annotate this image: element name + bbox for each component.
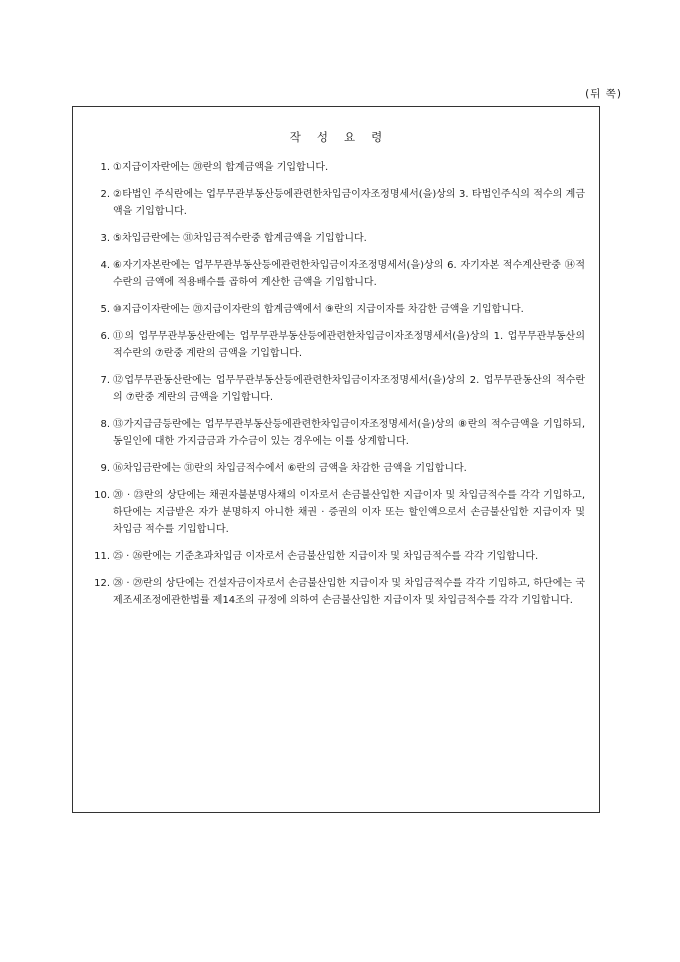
instruction-item: [85, 548, 585, 565]
instruction-item: [85, 257, 585, 291]
instruction-text: ②타법인 주식란에는 업무무관부동산등에관련한차입금이자조정명세서(을)상의 3. 타법인주식의 적수의 계금액을 기입합니다.: [113, 189, 585, 217]
instruction-text: ⑫업무무관동산란에는 업무무관부동산등에관련한차입금이자조정명세서(을)상의 2. 업무무관동산의 적수란의 ⑦란중 계란의 금액을 기입합니다.: [113, 375, 585, 403]
instructions-list: [85, 159, 585, 619]
instruction-number: 6.: [100, 331, 110, 342]
instruction-item: [85, 487, 585, 538]
instruction-item: [85, 372, 585, 406]
instruction-text: ㉘ · ㉙란의 상단에는 건설자금이자로서 손금불산입한 지급이자 및 차입금적수를 각각 기입하고, 하단에는 국제조세조정에관한법률 제14조의 규정에 의하여 손금불산입한 지급이자 및 차입금적수를 각각 기입합니다.: [113, 578, 585, 606]
instruction-number: 5.: [100, 304, 110, 315]
instruction-text: ⑤차입금란에는 ㉛차입금적수란중 합계금액을 기입합니다.: [113, 233, 367, 244]
instruction-text: ①지급이자란에는 ⑳란의 합계금액을 기입합니다.: [113, 162, 329, 173]
instruction-item: [85, 301, 585, 318]
instruction-number: 3.: [100, 233, 110, 244]
instruction-text: ⑯차입금란에는 ㉛란의 차입금적수에서 ⑥란의 금액을 차감한 금액을 기입합니다.: [113, 463, 467, 474]
instruction-number: 7.: [100, 375, 110, 386]
instruction-item: [85, 186, 585, 220]
instruction-item: [85, 328, 585, 362]
instruction-number: 12.: [94, 578, 110, 589]
instruction-text: ⑩지급이자란에는 ⑳지급이자란의 합계금액에서 ⑨란의 지급이자를 차감한 금액을 기입합니다.: [113, 304, 524, 315]
instruction-item: [85, 159, 585, 176]
instruction-text: ⑪의 업무무관부동산란에는 업무무관부동산등에관련한차입금이자조정명세서(을)상의 1. 업무무관부동산의 적수란의 ⑦란중 계란의 금액을 기입합니다.: [113, 331, 585, 359]
instruction-number: 9.: [100, 463, 110, 474]
instruction-text: ⑥자기자본란에는 업무무관부동산등에관련한차입금이자조정명세서(을)상의 6. 자기자본 적수계산란중 ⑭적수란의 금액에 적용배수를 곱하여 계산한 금액을 기입합니다.: [113, 260, 585, 288]
instruction-item: [85, 416, 585, 450]
instruction-item: [85, 575, 585, 609]
instruction-number: 11.: [94, 551, 110, 562]
instruction-text: ⑳ · ㉓란의 상단에는 채권자불분명사채의 이자로서 손금불산입한 지급이자 및 차입금적수를 각각 기입하고, 하단에는 지급받은 자가 분명하지 아니한 채권 · 증권의 이자 또는 할인액으로서 손금불산입한 지급이자 및 차입금 적수를 기입합니다.: [113, 490, 585, 535]
instructions-box: [72, 106, 600, 813]
page-side-label: (뒤 쪽): [585, 88, 622, 100]
instructions-heading: 작성요령: [289, 130, 399, 144]
instruction-text: ⑬가지급금등란에는 업무무관부동산등에관련한차입금이자조정명세서(을)상의 ⑧란의 적수금액을 기입하되, 동일인에 대한 가지급금과 가수금이 있는 경우에는 이를 상계합니다.: [113, 419, 585, 447]
instruction-item: [85, 230, 585, 247]
instruction-number: 8.: [100, 419, 110, 430]
instruction-number: 2.: [100, 189, 110, 200]
instruction-number: 4.: [100, 260, 110, 271]
instruction-number: 1.: [100, 162, 110, 173]
instruction-number: 10.: [94, 490, 110, 501]
instruction-text: ㉕ · ㉖란에는 기준초과차입금 이자로서 손금불산입한 지급이자 및 차입금적수를 각각 기입합니다.: [113, 551, 539, 562]
instruction-item: [85, 460, 585, 477]
